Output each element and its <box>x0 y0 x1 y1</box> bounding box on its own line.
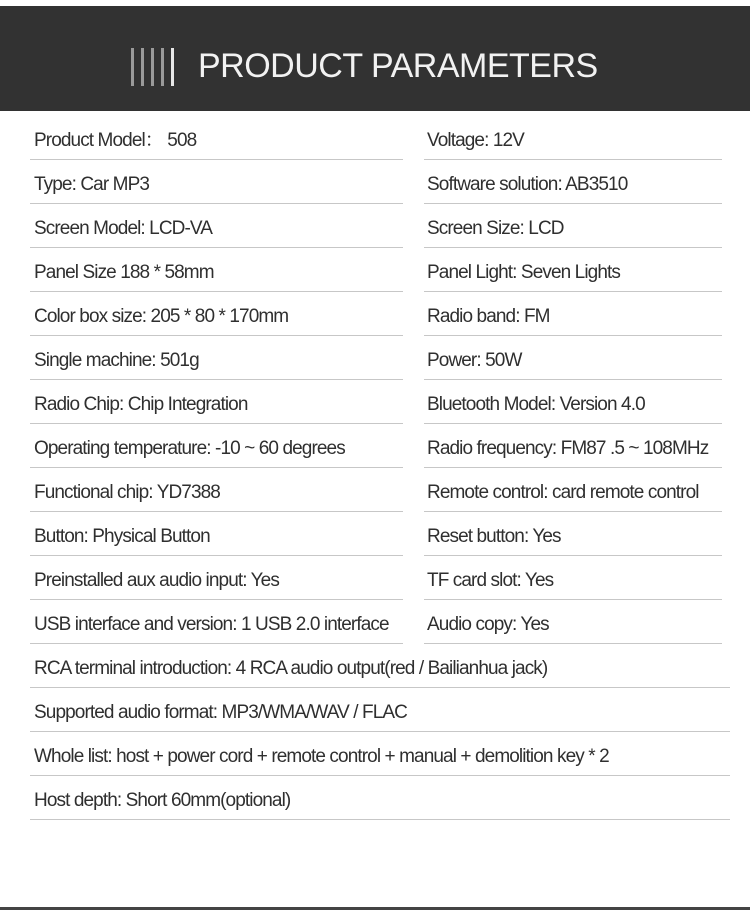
param-right: Radio frequency: FM87 .5 ~ 108MHz <box>427 438 709 459</box>
param-right: Voltage: 12V <box>427 130 524 151</box>
param-left: Single machine: 501g <box>34 350 199 371</box>
param-row <box>0 336 750 380</box>
param-right: Power: 50W <box>427 350 522 371</box>
param-left: Panel Size 188 * 58mm <box>34 262 214 283</box>
param-row <box>0 556 750 600</box>
row-divider <box>30 819 730 820</box>
param-row-full <box>0 776 750 820</box>
header-banner <box>0 6 750 111</box>
param-full: Whole list: host + power cord + remote control + manual + demolition key * 2 <box>34 746 609 767</box>
param-row <box>0 248 750 292</box>
param-full: Host depth: Short 60mm(optional) <box>34 790 291 811</box>
param-row-full <box>0 688 750 732</box>
param-right: Remote control: card remote control <box>427 482 699 503</box>
param-left: USB interface and version: 1 USB 2.0 interface <box>34 614 389 635</box>
param-left: Radio Chip: Chip Integration <box>34 394 248 415</box>
param-right: Panel Light: Seven Lights <box>427 262 620 283</box>
param-left: Color box size: 205 * 80 * 170mm <box>34 306 289 327</box>
param-left: Preinstalled aux audio input: Yes <box>34 570 279 591</box>
param-right: Screen Size: LCD <box>427 218 564 239</box>
header-decoration-bars <box>131 48 174 88</box>
param-right: Bluetooth Model: Version 4.0 <box>427 394 645 415</box>
param-full: Supported audio format: MP3/WMA/WAV / FLAC <box>34 702 407 723</box>
param-left: Functional chip: YD7388 <box>34 482 220 503</box>
param-row <box>0 424 750 468</box>
param-row-full <box>0 732 750 776</box>
parameters-table <box>0 116 750 820</box>
param-right: Radio band: FM <box>427 306 550 327</box>
decoration-bar <box>141 48 144 86</box>
param-left: Button: Physical Button <box>34 526 210 547</box>
decoration-bar <box>161 48 164 86</box>
param-row <box>0 204 750 248</box>
param-left: Type: Car MP3 <box>34 174 150 195</box>
param-left: Operating temperature: -10 ~ 60 degrees <box>34 438 345 459</box>
decoration-bar <box>151 48 154 86</box>
param-row <box>0 380 750 424</box>
decoration-bar <box>171 48 174 86</box>
param-row <box>0 116 750 160</box>
param-row <box>0 468 750 512</box>
param-full: RCA terminal introduction: 4 RCA audio output(red / Bailianhua jack) <box>34 658 548 679</box>
param-left: Product Model： 508 <box>34 130 197 151</box>
param-row-full <box>0 644 750 688</box>
param-row <box>0 600 750 644</box>
param-left: Screen Model: LCD-VA <box>34 218 213 239</box>
page-title: PRODUCT PARAMETERS <box>198 47 598 85</box>
param-row <box>0 160 750 204</box>
param-right: Software solution: AB3510 <box>427 174 628 195</box>
decoration-bar <box>131 48 134 86</box>
param-right: Reset button: Yes <box>427 526 561 547</box>
param-row <box>0 512 750 556</box>
param-right: Audio copy: Yes <box>427 614 549 635</box>
param-row <box>0 292 750 336</box>
param-right: TF card slot: Yes <box>427 570 554 591</box>
